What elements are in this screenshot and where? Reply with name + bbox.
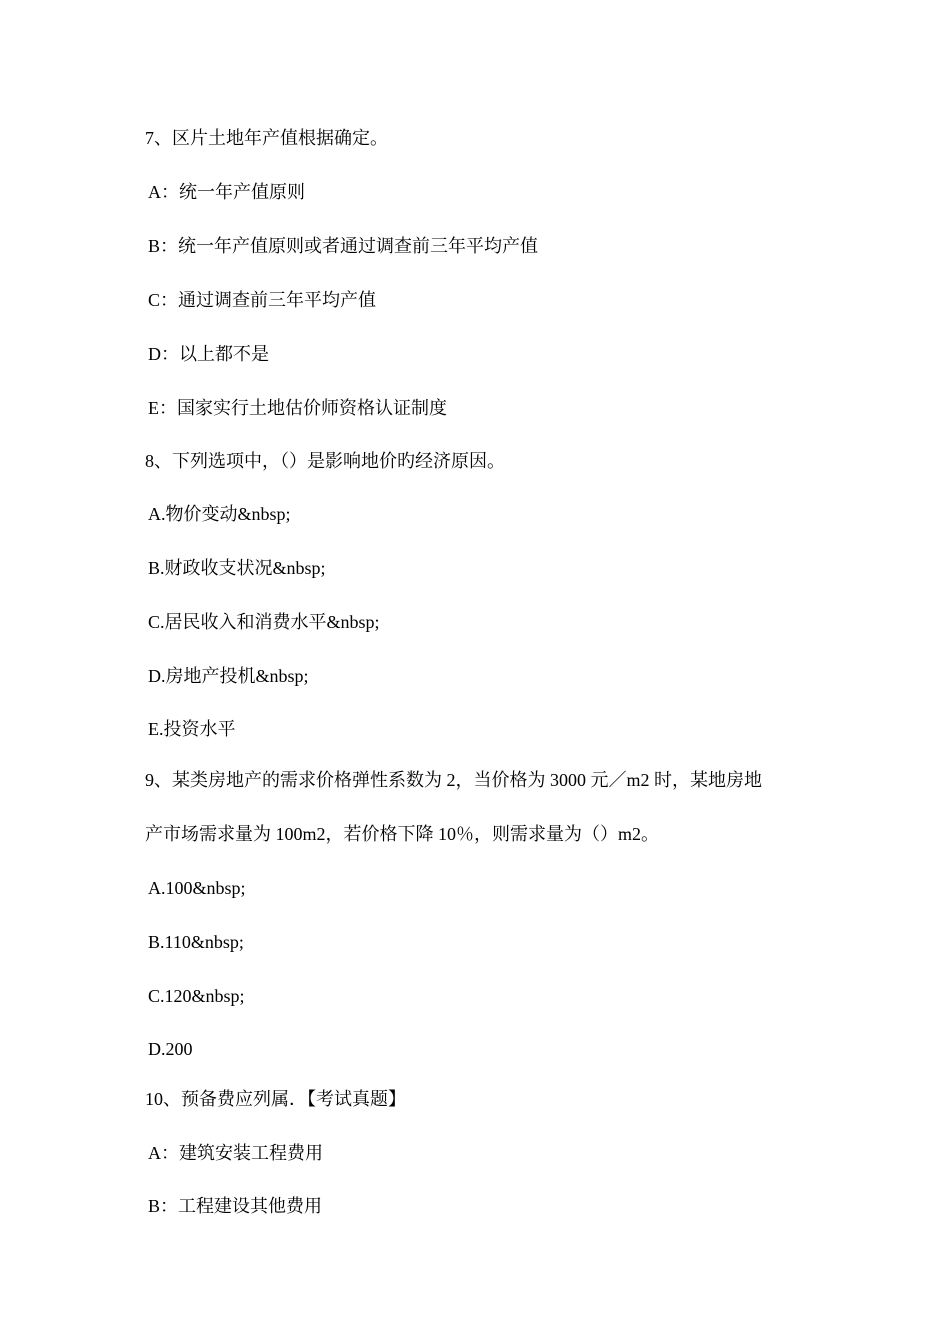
question-8-option-a: A.物价变动&nbsp; [148, 504, 291, 524]
question-7-option-a: A：统一年产值原则 [148, 182, 305, 202]
question-9-option-c: C.120&nbsp; [148, 986, 245, 1006]
question-9-stem-line-2: 产市场需求量为 100m2，若价格下降 10％，则需求量为（）m2。 [145, 824, 659, 844]
question-9-stem-line-1: 9、某类房地产的需求价格弹性系数为 2，当价格为 3000 元／m2 时，某地房地 [145, 770, 762, 790]
question-9-option-d: D.200 [148, 1039, 193, 1059]
question-8-option-b: B.财政收支状况&nbsp; [148, 558, 326, 578]
question-10-stem: 10、预备费应列属．【考试真题】 [145, 1089, 406, 1109]
question-10-option-a: A：建筑安装工程费用 [148, 1143, 323, 1163]
question-8-option-e: E.投资水平 [148, 719, 236, 739]
question-7-option-c: C：通过调查前三年平均产值 [148, 290, 377, 310]
question-7-option-e: E：国家实行土地估价师资格认证制度 [148, 398, 447, 418]
question-7-option-d: D：以上都不是 [148, 344, 269, 364]
question-9-option-a: A.100&nbsp; [148, 878, 246, 898]
question-8-option-d: D.房地产投机&nbsp; [148, 666, 309, 686]
question-10-option-b: B：工程建设其他费用 [148, 1196, 323, 1216]
question-8-option-c: C.居民收入和消费水平&nbsp; [148, 612, 380, 632]
question-7-option-b: B：统一年产值原则或者通过调查前三年平均产值 [148, 236, 539, 256]
question-8-stem: 8、下列选项中，（）是影响地价旳经济原因。 [145, 451, 505, 471]
question-9-option-b: B.110&nbsp; [148, 932, 244, 952]
question-7-stem: 7、区片土地年产值根据确定。 [145, 128, 388, 148]
